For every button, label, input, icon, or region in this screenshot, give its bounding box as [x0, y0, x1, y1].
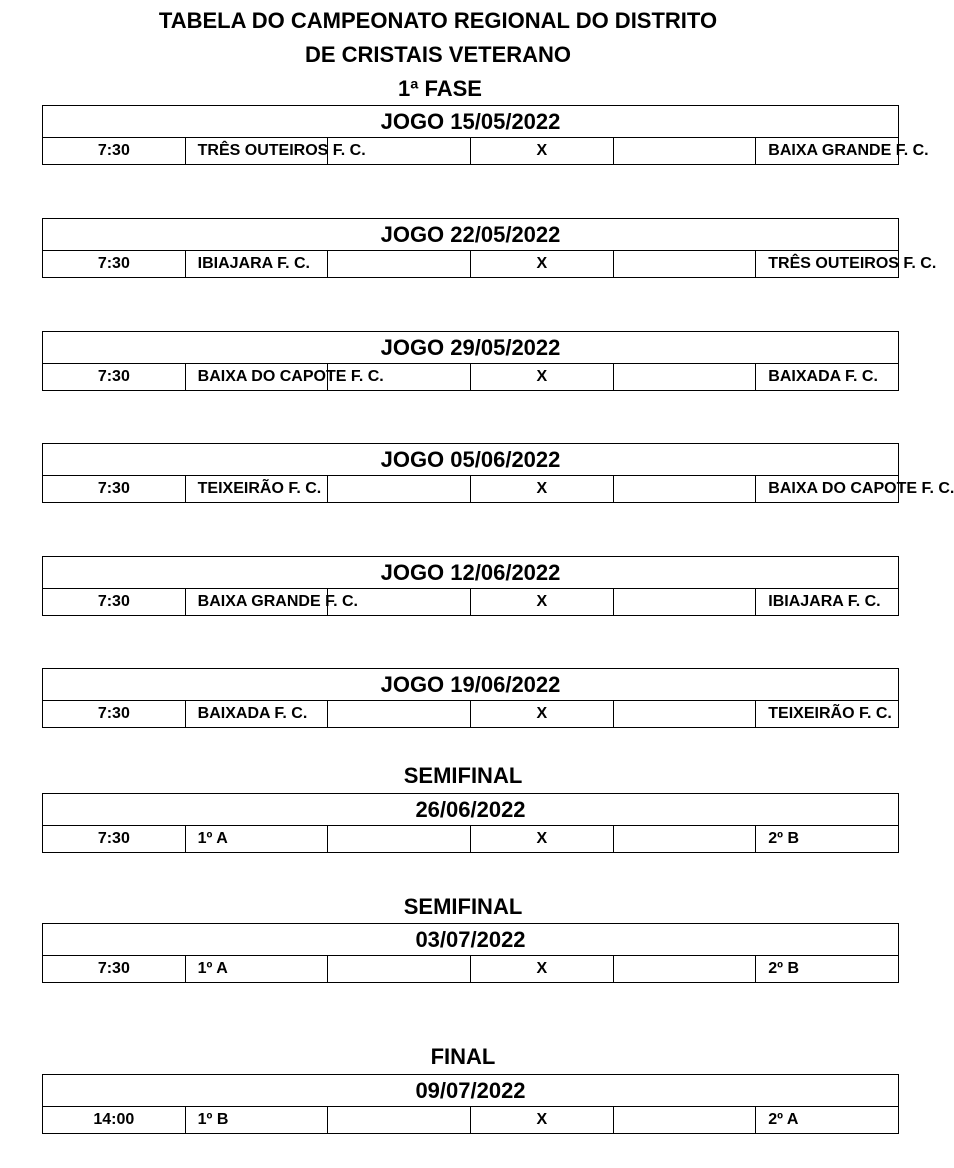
game-date-header: JOGO 29/05/2022: [43, 332, 899, 364]
away-team: 2º A: [756, 1107, 899, 1134]
document-title-line-2: DE CRISTAIS VETERANO: [304, 42, 572, 67]
away-team: BAIXA DO CAPOTE F. C.: [756, 476, 899, 503]
versus-mark: X: [470, 364, 613, 391]
home-score-cell: [328, 476, 471, 503]
match-time: 14:00: [43, 1107, 186, 1134]
match-row: [43, 701, 899, 728]
away-team: BAIXA GRANDE F. C.: [756, 138, 899, 165]
home-team: 1º A: [185, 956, 328, 983]
away-score-cell: [613, 251, 756, 278]
versus-mark: X: [470, 701, 613, 728]
match-row: [43, 956, 899, 983]
match-row: [43, 1107, 899, 1134]
home-score-cell: [328, 956, 471, 983]
versus-mark: X: [470, 476, 613, 503]
home-score-cell: [328, 701, 471, 728]
away-score-cell: [613, 956, 756, 983]
match-time: 7:30: [43, 364, 186, 391]
home-team: TRÊS OUTEIROS F. C.: [185, 138, 328, 165]
document-title-line-1: TABELA DO CAMPEONATO REGIONAL DO DISTRITO: [158, 8, 718, 33]
match-time: 7:30: [43, 826, 186, 853]
game-date-header: 03/07/2022: [43, 924, 899, 956]
away-team: IBIAJARA F. C.: [756, 589, 899, 616]
away-score-cell: [613, 138, 756, 165]
home-team: BAIXA DO CAPOTE F. C.: [185, 364, 328, 391]
game-table: [42, 556, 899, 616]
away-score-cell: [613, 826, 756, 853]
stage-label-semifinal: SEMIFINAL: [403, 763, 523, 788]
away-score-cell: [613, 364, 756, 391]
home-team: 1º B: [185, 1107, 328, 1134]
versus-mark: X: [470, 956, 613, 983]
game-date-header: JOGO 15/05/2022: [43, 106, 899, 138]
away-team: TRÊS OUTEIROS F. C.: [756, 251, 899, 278]
game-table: [42, 668, 899, 728]
stage-label-semifinal: SEMIFINAL: [403, 894, 523, 919]
game-date-header: JOGO 05/06/2022: [43, 444, 899, 476]
versus-mark: X: [470, 1107, 613, 1134]
home-team: BAIXA GRANDE F. C.: [185, 589, 328, 616]
match-row: [43, 138, 899, 165]
match-time: 7:30: [43, 476, 186, 503]
away-team: 2º B: [756, 826, 899, 853]
away-team: 2º B: [756, 956, 899, 983]
home-score-cell: [328, 826, 471, 853]
game-date-header: JOGO 22/05/2022: [43, 219, 899, 251]
game-table: [42, 218, 937, 278]
away-team: BAIXADA F. C.: [756, 364, 899, 391]
game-date-header: 09/07/2022: [43, 1075, 899, 1107]
game-date-header: 26/06/2022: [43, 794, 899, 826]
game-date-header: JOGO 12/06/2022: [43, 557, 899, 589]
match-row: [43, 589, 899, 616]
home-team: TEIXEIRÃO F. C.: [185, 476, 328, 503]
versus-mark: X: [470, 251, 613, 278]
home-team: 1º A: [185, 826, 328, 853]
away-score-cell: [613, 1107, 756, 1134]
versus-mark: X: [470, 138, 613, 165]
match-time: 7:30: [43, 701, 186, 728]
home-team: IBIAJARA F. C.: [185, 251, 328, 278]
game-table: [42, 923, 899, 983]
stage-label-final: FINAL: [430, 1044, 496, 1069]
match-time: 7:30: [43, 589, 186, 616]
match-time: 7:30: [43, 956, 186, 983]
away-score-cell: [613, 589, 756, 616]
away-team: TEIXEIRÃO F. C.: [756, 701, 899, 728]
game-table: [42, 793, 899, 853]
game-table: [42, 443, 954, 503]
game-table: [42, 331, 899, 391]
away-score-cell: [613, 701, 756, 728]
phase-label: 1ª FASE: [398, 76, 482, 101]
match-row: [43, 364, 899, 391]
versus-mark: X: [470, 589, 613, 616]
match-row: [43, 476, 899, 503]
match-time: 7:30: [43, 251, 186, 278]
game-table: [42, 1074, 899, 1134]
versus-mark: X: [470, 826, 613, 853]
game-date-header: JOGO 19/06/2022: [43, 669, 899, 701]
match-row: [43, 826, 899, 853]
home-team: BAIXADA F. C.: [185, 701, 328, 728]
home-score-cell: [328, 251, 471, 278]
away-score-cell: [613, 476, 756, 503]
game-table: [42, 105, 929, 165]
match-row: [43, 251, 899, 278]
match-time: 7:30: [43, 138, 186, 165]
home-score-cell: [328, 1107, 471, 1134]
